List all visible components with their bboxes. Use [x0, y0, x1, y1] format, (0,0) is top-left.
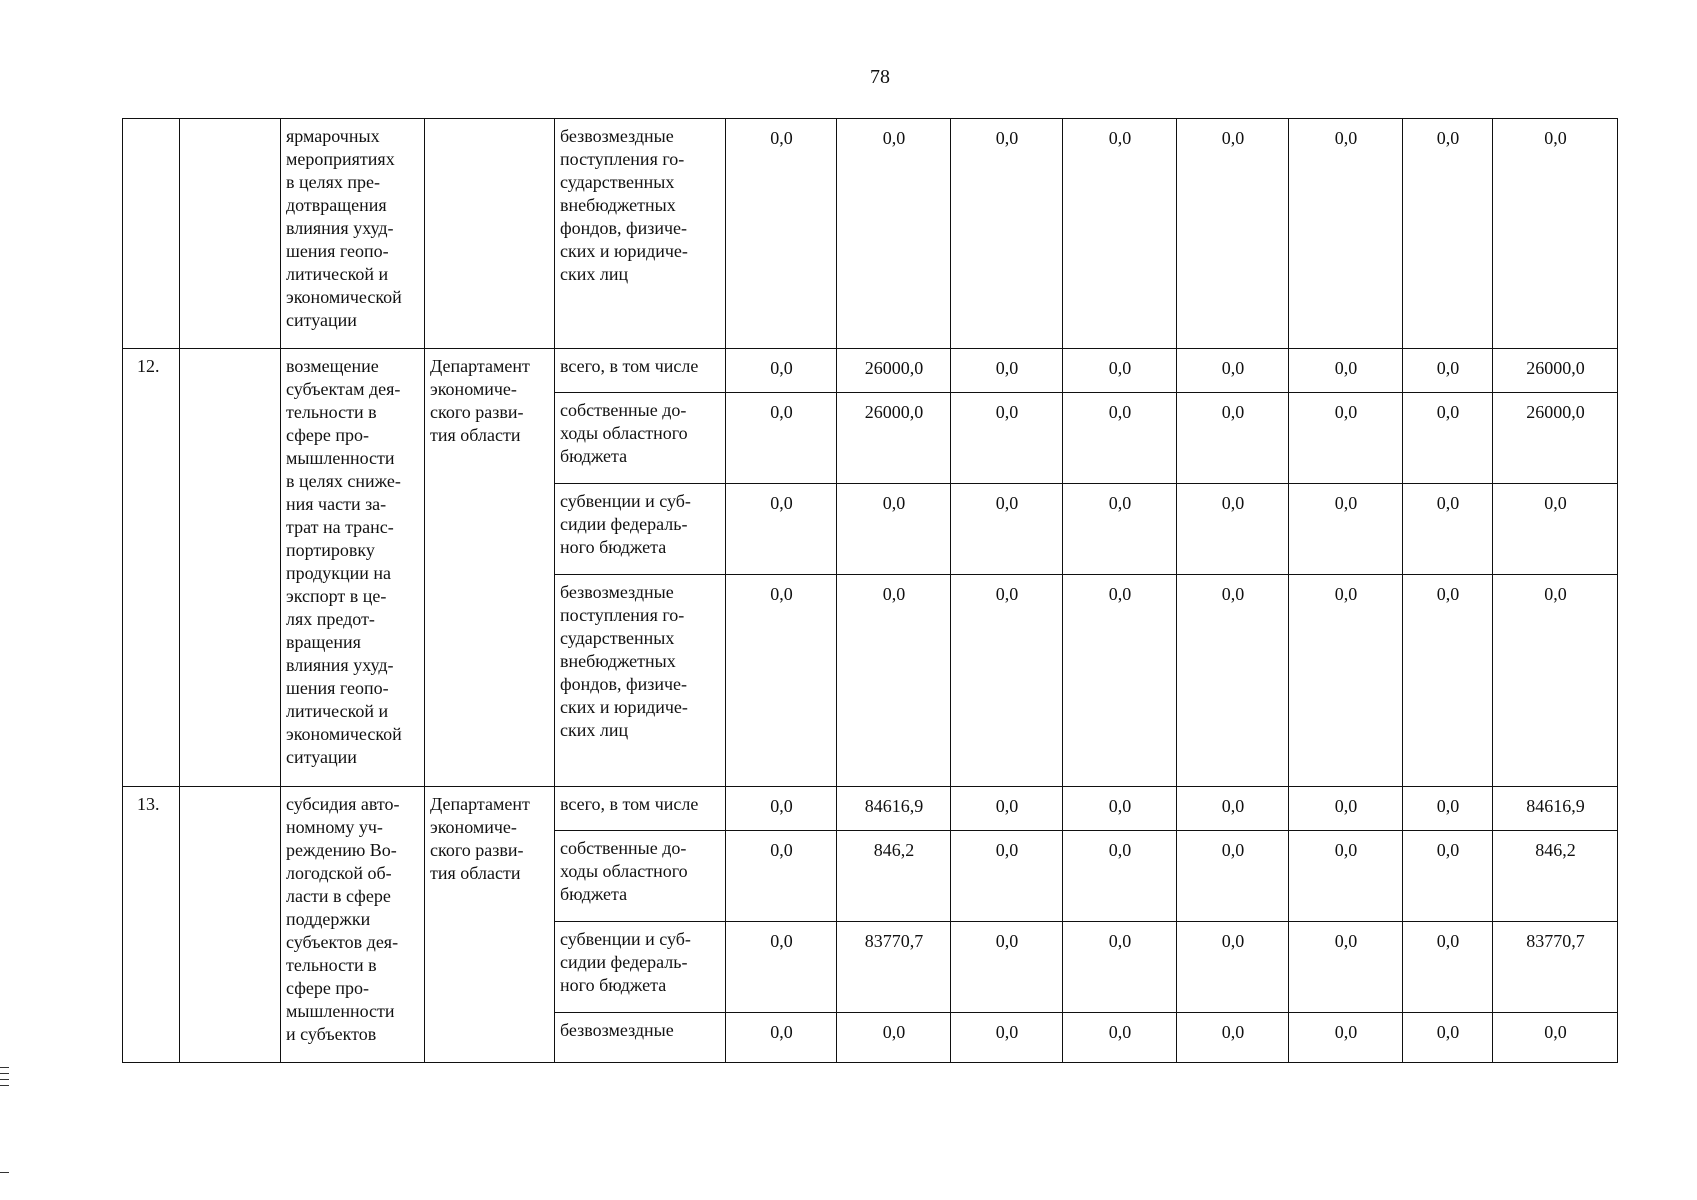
executor-cell: [425, 119, 555, 349]
cell-line: сфере про-: [286, 425, 369, 445]
value-cell: 0,0: [1289, 787, 1403, 831]
scan-mark: [0, 1079, 9, 1080]
value-cell: 84616,9: [1493, 787, 1618, 831]
cell-line: номному уч-: [286, 817, 383, 837]
table-body: [123, 119, 1618, 1063]
value-cell: 0,0: [1289, 575, 1403, 787]
value-cell: 0,0: [1063, 1013, 1177, 1063]
table-row: [123, 349, 1618, 393]
funding-source-cell: [555, 119, 726, 349]
cell-line: экономиче-: [430, 379, 517, 399]
cell-line: бюджета: [560, 446, 628, 466]
value-cell: 0,0: [951, 787, 1063, 831]
cell-line: ситуации: [286, 747, 357, 767]
row-index-cell: [123, 119, 180, 349]
scan-mark: [0, 1073, 9, 1074]
value-cell: 0,0: [1177, 575, 1289, 787]
value-cell: 0,0: [1177, 787, 1289, 831]
cell-line: в целях пре-: [286, 172, 380, 192]
cell-line: литической и: [286, 264, 389, 284]
cell-line: мышленности: [286, 1001, 395, 1021]
value-cell: 0,0: [1289, 922, 1403, 1013]
value-cell: 0,0: [951, 349, 1063, 393]
cell-line: тельности в: [286, 402, 377, 422]
value-cell: 846,2: [1493, 831, 1618, 922]
row-index-cell: 13.: [123, 787, 180, 1063]
value-cell: 0,0: [1063, 393, 1177, 484]
cell-line: тельности в: [286, 955, 377, 975]
scan-mark: [0, 1085, 9, 1086]
value-cell: 0,0: [1177, 922, 1289, 1013]
cell-line: поступления го-: [560, 149, 685, 169]
value-cell: 0,0: [1289, 484, 1403, 575]
value-cell: 0,0: [951, 1013, 1063, 1063]
value-cell: 26000,0: [837, 393, 951, 484]
cell-line: ласти в сфере: [286, 886, 391, 906]
value-cell: 0,0: [1289, 393, 1403, 484]
value-cell: 0,0: [1403, 1013, 1493, 1063]
value-cell: 0,0: [1289, 119, 1403, 349]
row-code-cell: [180, 787, 281, 1063]
value-cell: 0,0: [726, 1013, 837, 1063]
value-cell: 0,0: [951, 922, 1063, 1013]
value-cell: 0,0: [1063, 922, 1177, 1013]
table-row: [123, 787, 1618, 831]
cell-line: экспорт в це-: [286, 586, 387, 606]
cell-line: продукции на: [286, 563, 392, 583]
value-cell: 83770,7: [1493, 922, 1618, 1013]
executor-cell: [425, 787, 555, 1063]
value-cell: 0,0: [837, 484, 951, 575]
value-cell: 0,0: [951, 831, 1063, 922]
value-cell: 0,0: [1063, 119, 1177, 349]
cell-line: фондов, физиче-: [560, 218, 688, 238]
cell-line: шения геопо-: [286, 241, 389, 261]
cell-line: ярмарочных: [286, 126, 380, 146]
value-cell: 0,0: [1289, 1013, 1403, 1063]
cell-line: безвозмездные: [560, 1020, 674, 1040]
value-cell: 0,0: [1289, 349, 1403, 393]
cell-line: лях предот-: [286, 609, 375, 629]
cell-line: ских лиц: [560, 264, 629, 284]
cell-line: ских и юридиче-: [560, 241, 688, 261]
value-cell: 0,0: [1403, 349, 1493, 393]
value-cell: 0,0: [726, 922, 837, 1013]
value-cell: 0,0: [726, 349, 837, 393]
value-cell: 0,0: [1177, 1013, 1289, 1063]
value-cell: 0,0: [1063, 484, 1177, 575]
funding-source-cell: [555, 831, 726, 922]
cell-line: дотвращения: [286, 195, 387, 215]
cell-line: субъектов дея-: [286, 932, 399, 952]
value-cell: 0,0: [726, 119, 837, 349]
funding-source-cell: [555, 922, 726, 1013]
cell-line: ских и юридиче-: [560, 697, 688, 717]
measure-name-cell: [281, 119, 425, 349]
cell-line: всего, в том числе: [560, 356, 699, 376]
value-cell: 0,0: [1289, 831, 1403, 922]
row-code-cell: [180, 119, 281, 349]
cell-line: мышленности: [286, 448, 395, 468]
page-number: 78: [870, 66, 890, 88]
cell-line: внебюджетных: [560, 195, 676, 215]
cell-line: всего, в том числе: [560, 794, 699, 814]
cell-line: безвозмездные: [560, 126, 674, 146]
cell-line: влияния ухуд-: [286, 218, 394, 238]
value-cell: 0,0: [951, 393, 1063, 484]
value-cell: 0,0: [1063, 575, 1177, 787]
row-index-cell: 12.: [123, 349, 180, 787]
value-cell: 0,0: [726, 831, 837, 922]
funding-source-cell: [555, 1013, 726, 1063]
value-cell: 0,0: [1177, 393, 1289, 484]
cell-line: субвенции и суб-: [560, 929, 691, 949]
cell-line: Департамент: [430, 794, 530, 814]
value-cell: 0,0: [1403, 787, 1493, 831]
value-cell: 83770,7: [837, 922, 951, 1013]
value-cell: 0,0: [1177, 484, 1289, 575]
value-cell: 0,0: [951, 575, 1063, 787]
value-cell: 84616,9: [837, 787, 951, 831]
cell-line: ного бюджета: [560, 537, 667, 557]
cell-line: трат на транс-: [286, 517, 394, 537]
cell-line: внебюджетных: [560, 651, 676, 671]
value-cell: 0,0: [1403, 393, 1493, 484]
cell-line: экономиче-: [430, 817, 517, 837]
cell-line: тия области: [430, 425, 521, 445]
value-cell: 0,0: [726, 575, 837, 787]
value-cell: 0,0: [1493, 1013, 1618, 1063]
value-cell: 26000,0: [1493, 349, 1618, 393]
table-row: [123, 119, 1618, 349]
value-cell: 26000,0: [837, 349, 951, 393]
measure-name-cell: [281, 787, 425, 1063]
cell-line: сударственных: [560, 172, 675, 192]
value-cell: 0,0: [1063, 831, 1177, 922]
value-cell: 0,0: [1403, 119, 1493, 349]
cell-line: логодской об-: [286, 863, 392, 883]
scan-mark: [0, 1067, 9, 1068]
funding-source-cell: [555, 787, 726, 831]
cell-line: ния части за-: [286, 494, 387, 514]
value-cell: 0,0: [1493, 119, 1618, 349]
cell-line: Департамент: [430, 356, 530, 376]
cell-line: ских лиц: [560, 720, 629, 740]
value-cell: 0,0: [1403, 922, 1493, 1013]
value-cell: 0,0: [1177, 831, 1289, 922]
funding-source-cell: [555, 484, 726, 575]
cell-line: поступления го-: [560, 605, 685, 625]
cell-line: возмещение: [286, 356, 379, 376]
cell-line: сидии федераль-: [560, 514, 688, 534]
value-cell: 0,0: [1403, 831, 1493, 922]
value-cell: 846,2: [837, 831, 951, 922]
cell-line: тия области: [430, 863, 521, 883]
measure-name-cell: [281, 349, 425, 787]
cell-line: ситуации: [286, 310, 357, 330]
cell-line: мероприятиях: [286, 149, 395, 169]
cell-line: ходы областного: [560, 861, 688, 881]
executor-cell: [425, 349, 555, 787]
cell-line: поддержки: [286, 909, 371, 929]
cell-line: ского разви-: [430, 402, 524, 422]
cell-line: субсидия авто-: [286, 794, 400, 814]
cell-line: собственные до-: [560, 838, 687, 858]
scan-mark: [0, 1172, 9, 1173]
budget-table: [122, 118, 1618, 1063]
cell-line: сфере про-: [286, 978, 369, 998]
value-cell: 0,0: [1063, 787, 1177, 831]
value-cell: 0,0: [1493, 484, 1618, 575]
cell-line: субвенции и суб-: [560, 491, 691, 511]
cell-line: портировку: [286, 540, 375, 560]
cell-line: безвозмездные: [560, 582, 674, 602]
cell-line: фондов, физиче-: [560, 674, 688, 694]
cell-line: литической и: [286, 701, 389, 721]
value-cell: 0,0: [1177, 349, 1289, 393]
funding-source-cell: [555, 393, 726, 484]
value-cell: 0,0: [1403, 484, 1493, 575]
value-cell: 0,0: [1493, 575, 1618, 787]
funding-source-cell: [555, 575, 726, 787]
cell-line: экономической: [286, 287, 402, 307]
value-cell: 0,0: [837, 119, 951, 349]
cell-line: бюджета: [560, 884, 628, 904]
value-cell: 0,0: [1177, 119, 1289, 349]
cell-line: собственные до-: [560, 400, 687, 420]
cell-line: экономической: [286, 724, 402, 744]
value-cell: 0,0: [837, 1013, 951, 1063]
value-cell: 26000,0: [1493, 393, 1618, 484]
value-cell: 0,0: [1403, 575, 1493, 787]
cell-line: реждению Во-: [286, 840, 397, 860]
cell-line: ского разви-: [430, 840, 524, 860]
cell-line: сударственных: [560, 628, 675, 648]
value-cell: 0,0: [951, 484, 1063, 575]
value-cell: 0,0: [726, 484, 837, 575]
row-code-cell: [180, 349, 281, 787]
value-cell: 0,0: [726, 787, 837, 831]
value-cell: 0,0: [837, 575, 951, 787]
cell-line: субъектам дея-: [286, 379, 401, 399]
cell-line: влияния ухуд-: [286, 655, 394, 675]
cell-line: сидии федераль-: [560, 952, 688, 972]
value-cell: 0,0: [951, 119, 1063, 349]
cell-line: вращения: [286, 632, 361, 652]
cell-line: в целях сниже-: [286, 471, 401, 491]
cell-line: ходы областного: [560, 423, 688, 443]
cell-line: и субъектов: [286, 1024, 377, 1044]
funding-source-cell: [555, 349, 726, 393]
value-cell: 0,0: [1063, 349, 1177, 393]
cell-line: шения геопо-: [286, 678, 389, 698]
value-cell: 0,0: [726, 393, 837, 484]
cell-line: ного бюджета: [560, 975, 667, 995]
